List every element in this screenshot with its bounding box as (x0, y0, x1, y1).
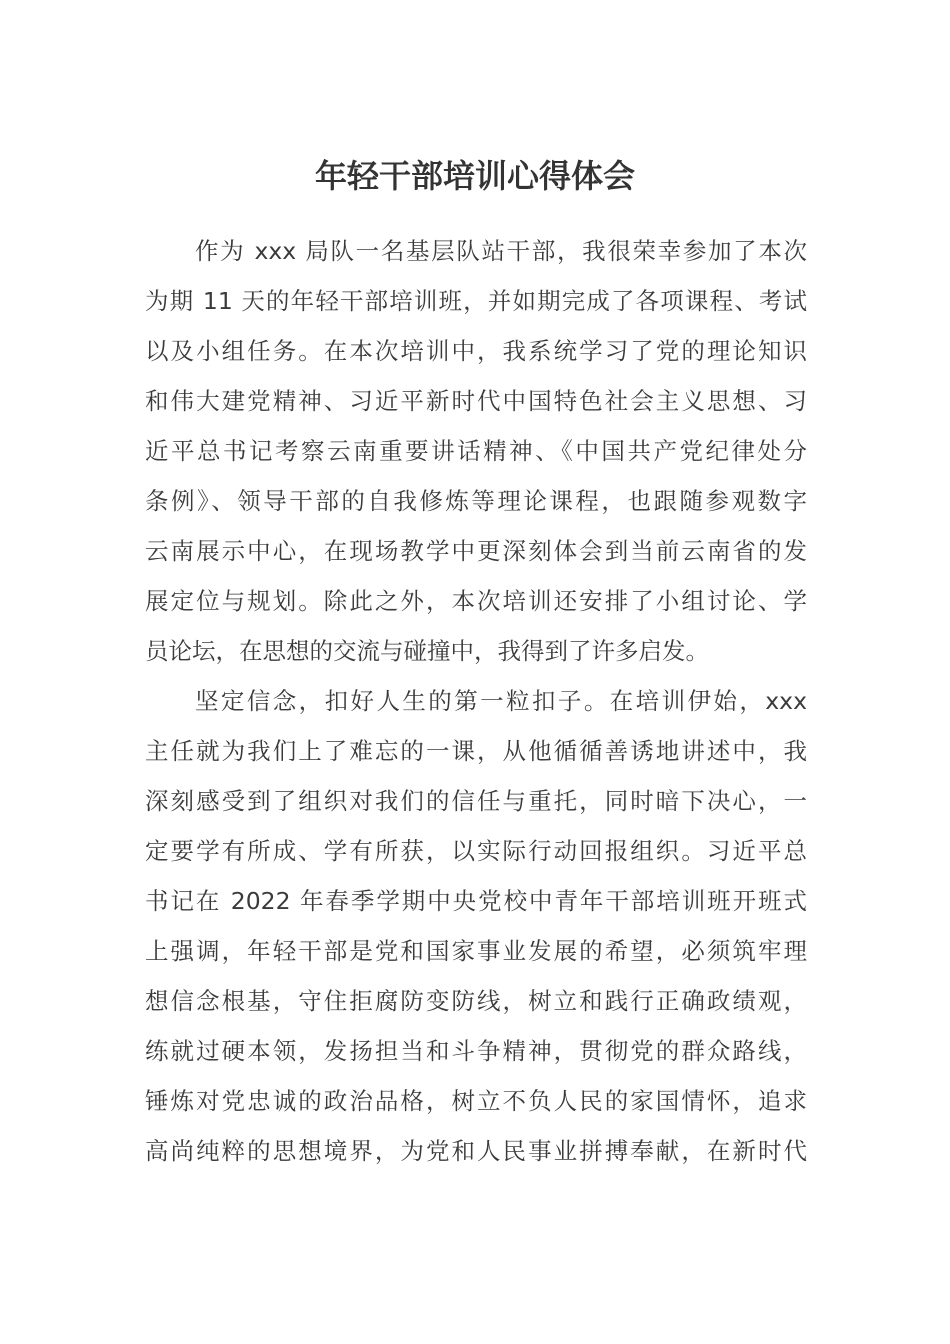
paragraph-line: 员论坛，在思想的交流与碰撞中，我得到了许多启发。 (145, 637, 709, 665)
paragraph-line: 定要学有所成、学有所获，以实际行动回报组织。习近平总 (145, 837, 807, 865)
paragraph-line: 深刻感受到了组织对我们的信任与重托，同时暗下决心，一 (145, 787, 807, 815)
paragraph-line: 展定位与规划。除此之外，本次培训还安排了小组讨论、学 (145, 587, 807, 615)
paragraph-line: 主任就为我们上了难忘的一课，从他循循善诱地讲述中，我 (145, 737, 807, 765)
paragraph-line: 练就过硬本领，发扬担当和斗争精神，贯彻党的群众路线， (145, 1037, 807, 1065)
document-body (145, 226, 807, 1176)
paragraph-line: 近平总书记考察云南重要讲话精神、《中国共产党纪律处分 (145, 437, 807, 465)
paragraph-line: 作为 xxx 局队一名基层队站干部，我很荣幸参加了本次 (195, 237, 807, 265)
paragraph-line: 锤炼对党忠诚的政治品格，树立不负人民的家国情怀，追求 (145, 1087, 807, 1115)
paragraph-line: 为期 11 天的年轻干部培训班，并如期完成了各项课程、考试 (145, 287, 807, 315)
paragraph-line: 条例》、领导干部的自我修炼等理论课程，也跟随参观数字 (145, 487, 807, 515)
paragraph-line: 想信念根基，守住拒腐防变防线，树立和践行正确政绩观， (145, 987, 807, 1015)
paragraph-line: 云南展示中心，在现场教学中更深刻体会到当前云南省的发 (145, 537, 807, 565)
paragraph-line: 上强调，年轻干部是党和国家事业发展的希望，必须筑牢理 (145, 937, 807, 965)
paragraph-line: 坚定信念，扣好人生的第一粒扣子。在培训伊始，xxx (195, 687, 807, 715)
paragraph-line: 以及小组任务。在本次培训中，我系统学习了党的理论知识 (145, 337, 807, 365)
paragraph-line: 和伟大建党精神、习近平新时代中国特色社会主义思想、习 (145, 387, 807, 415)
document-title: 年轻干部培训心得体会 (314, 157, 635, 195)
paragraph-line: 高尚纯粹的思想境界，为党和人民事业拼搏奉献，在新时代 (145, 1137, 807, 1165)
paragraph-line: 书记在 2022 年春季学期中央党校中青年干部培训班开班式 (145, 887, 807, 915)
